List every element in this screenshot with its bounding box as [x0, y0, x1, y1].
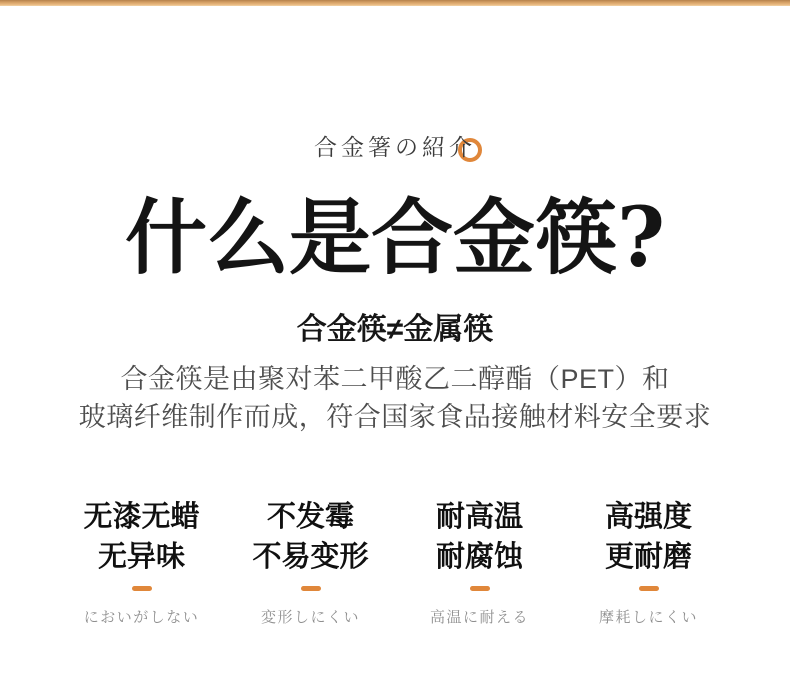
kicker-inner: [314, 133, 476, 163]
wood-strip-decoration: [0, 0, 790, 6]
description-paragraph: [0, 360, 790, 436]
subtitle: 合金筷≠金属筷: [296, 313, 494, 346]
orange-dash-icon: [470, 586, 490, 591]
kicker-label: 合金箸の紹介: [314, 135, 476, 161]
feature-caption: においがしない: [83, 608, 200, 626]
feature-title: [226, 497, 395, 577]
feature-high-strength: [564, 497, 733, 626]
feature-no-paint-no-wax: [57, 497, 226, 626]
feature-title-line-1: 耐高温: [435, 501, 523, 533]
feature-title-line-1: 不发霉: [266, 501, 354, 533]
feature-caption: 変形しにくい: [260, 608, 360, 626]
page-title: 什么是合金筷?: [124, 190, 666, 286]
feature-caption: 摩耗しにくい: [598, 608, 698, 626]
feature-title-line-2: 不易变形: [252, 541, 369, 573]
feature-title-line-1: 高强度: [604, 501, 692, 533]
feature-heat-resistant: [395, 497, 564, 626]
feature-title: [564, 497, 733, 577]
feature-title-line-1: 无漆无蜡: [83, 501, 200, 533]
feature-title-line-2: 无异味: [97, 541, 185, 573]
section-kicker: [0, 133, 790, 163]
orange-dash-icon: [132, 586, 152, 591]
orange-dash-icon: [301, 586, 321, 591]
feature-title: [395, 497, 564, 577]
feature-title: [57, 497, 226, 577]
feature-caption: 高温に耐える: [429, 608, 529, 626]
feature-title-line-2: 更耐磨: [604, 541, 692, 573]
description-line-1: 合金筷是由聚对苯二甲酸乙二醇酯（PET）和: [120, 364, 670, 394]
description-line-2: 玻璃纤维制作而成，符合国家食品接触材料安全要求: [78, 402, 712, 432]
feature-no-mold: [226, 497, 395, 626]
orange-dash-icon: [639, 586, 659, 591]
features-grid: [57, 497, 733, 626]
feature-title-line-2: 耐腐蚀: [435, 541, 523, 573]
